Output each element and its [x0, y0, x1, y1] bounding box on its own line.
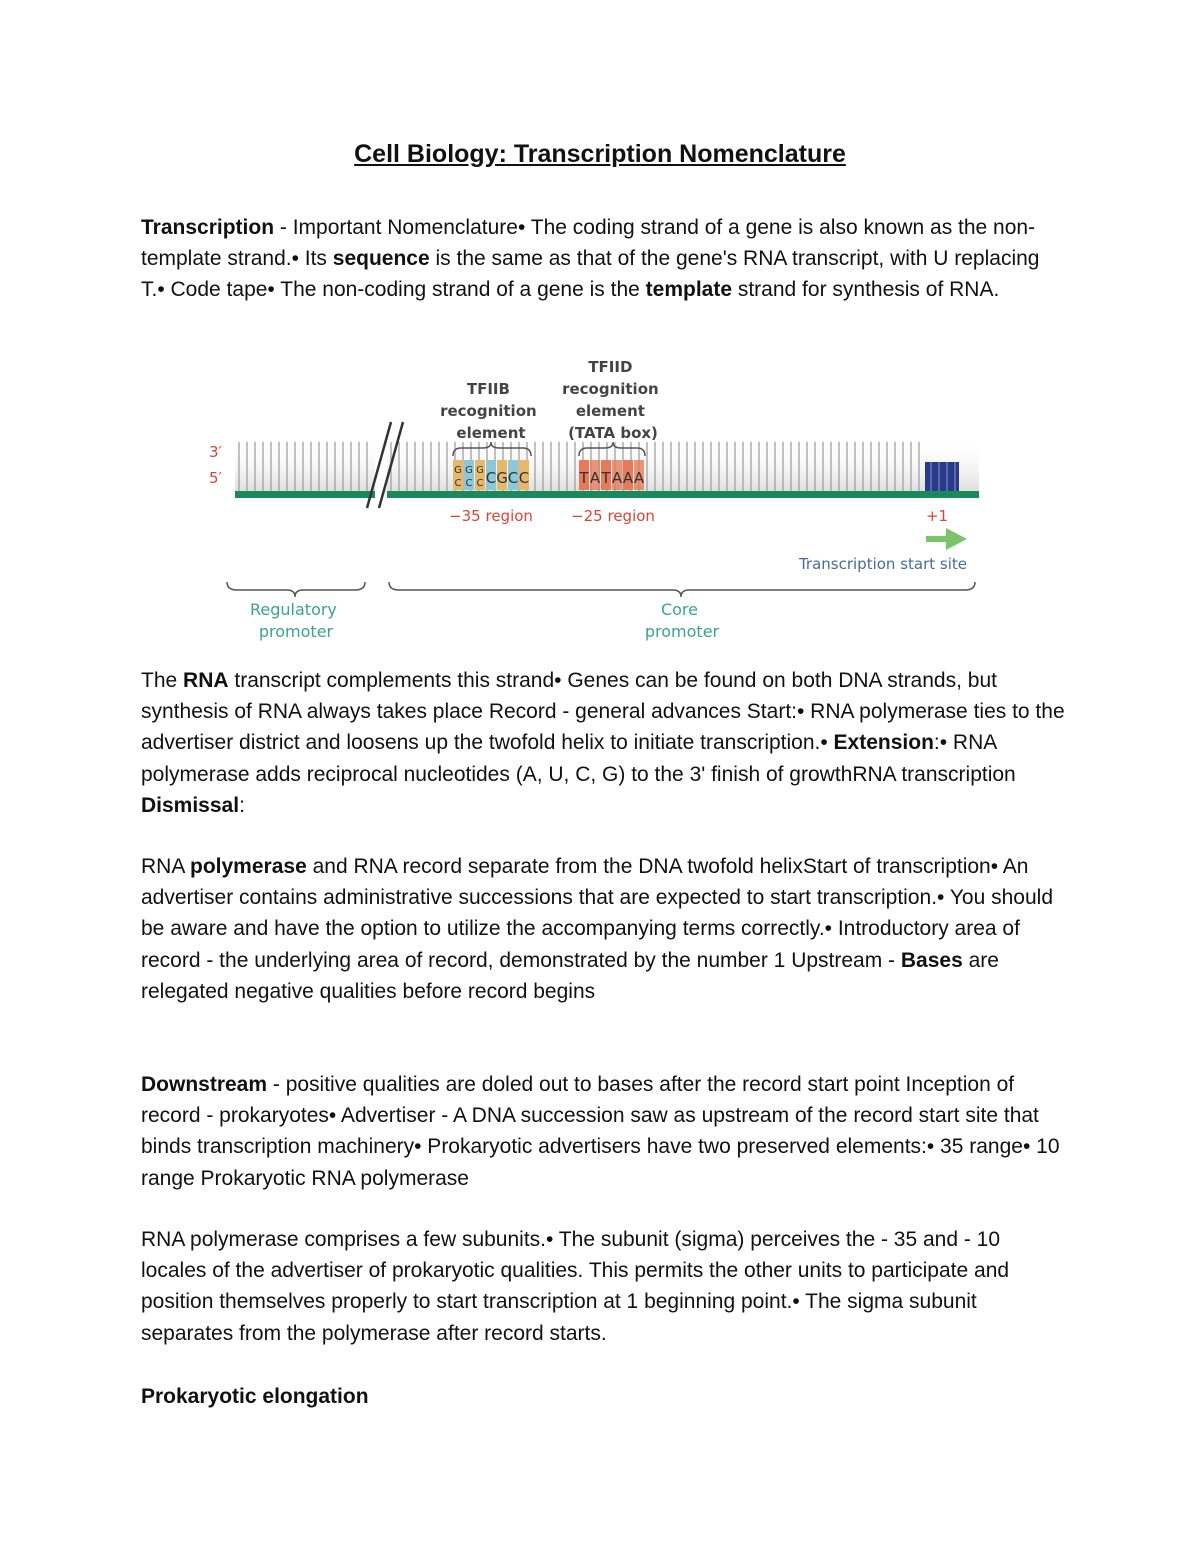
backbone-right — [387, 491, 979, 498]
promoter-diagram-svg — [195, 350, 995, 650]
promoter-diagram — [195, 350, 995, 650]
page-title: Cell Biology: Transcription Nomenclature — [354, 140, 846, 168]
term-sequence: sequence — [332, 247, 430, 271]
region-35-label: −35 region — [449, 507, 533, 525]
term-rna: RNA — [183, 669, 229, 692]
section-heading-elongation: Prokaryotic elongation — [141, 1385, 369, 1408]
tata-base-letter: T — [579, 469, 589, 487]
paragraph-rna: The RNA transcript complements this strand• Genes can be found on both DNA strands, but synthesis of RNA always takes place Record - general advances Start:• RNA polymerase ties to the advertiser district and loosens up the twofold helix to initiate transcription.• Extension:• RNA polymerase adds reciprocal nucleotides (A, U, C, G) to the 3' finish of growthRNA transcription Dismissal: — [141, 669, 1065, 817]
tss-block — [925, 462, 959, 491]
bre-alt-letter: C — [476, 478, 484, 489]
bre-base-letter: G — [496, 469, 508, 487]
region-25-label: −25 region — [571, 507, 655, 525]
tata-base-letter: A — [589, 469, 601, 487]
tfiib-label: TFIIB recognition element — [440, 380, 537, 442]
bre-base-letter: C — [485, 469, 497, 487]
tata-base-letter: A — [611, 469, 623, 487]
paragraph-polymerase: RNA polymerase and RNA record separate from the DNA twofold helixStart of transcription• An advertiser contains administrative successions that are expected to start transcription.• You should be aware and have the option to utilize the accompanying terms correctly.• Introductory area of record - the underlying area of record, demonstrated by the number 1 Upstream - Bases are relegated negative qualities before record begins — [141, 855, 1054, 1003]
plus-one-label: +1 — [925, 507, 949, 525]
core-promoter-label: Core promoter — [644, 600, 720, 641]
start-site-label: Transcription start site — [798, 555, 967, 573]
dna-strip-left — [235, 438, 375, 496]
tata-base-letter: A — [633, 469, 645, 487]
regulatory-brace — [227, 582, 365, 597]
bre-alt-letter: C — [454, 478, 462, 489]
bre-base-letter: G — [465, 465, 473, 476]
bre-sequence — [453, 460, 529, 490]
paragraph-transcription: Transcription - Important Nomenclature• The coding strand of a gene is also known as the non-template strand.• Its sequence is the same as that of the gene's RNA transcript, with U replacing T.• Code tape• The non-coding strand of a gene is the template strand for synthesis of RNA. — [141, 216, 1040, 302]
core-brace — [389, 582, 975, 597]
tata-base-letter: A — [622, 469, 634, 487]
strand-3-label: 3′ — [209, 443, 222, 461]
bre-base-letter: G — [476, 465, 484, 476]
bre-base-letter: G — [454, 465, 462, 476]
bre-base-letter: C — [507, 469, 519, 487]
paragraph-downstream: Downstream - positive qualities are doled out to bases after the record start point Inception of record - prokaryotes• Advertiser - A DNA succession saw as upstream of the record start site that binds transcription machinery• Prokaryotic advertisers have two preserved elements:• 35 range• 10 range Prokaryotic RNA polymerase — [141, 1073, 1060, 1190]
bre-base-letter: C — [518, 469, 530, 487]
strand-5-label: 5′ — [209, 469, 222, 487]
term-transcription: Transcription — [141, 216, 275, 239]
backbone-left — [235, 491, 375, 498]
term-template: template — [645, 278, 733, 302]
tata-base-letter: T — [601, 469, 611, 487]
term-extension: Extension — [833, 731, 934, 755]
term-bases: Bases — [900, 948, 963, 972]
term-dismissal: Dismissal — [141, 793, 240, 817]
tfiid-label: TFIID recognition element (TATA box) — [562, 358, 659, 442]
term-polymerase: polymerase — [190, 855, 307, 878]
bre-alt-letter: C — [465, 478, 473, 489]
transcription-arrow-icon — [926, 528, 967, 550]
paragraph-sigma: RNA polymerase comprises a few subunits.• The subunit (sigma) perceives the - 35 and - 10 locales of the advertiser of prokaryotic qualities. This permits the other units to participate and position themselves properly to start transcription at 1 beginning point.• The sigma subunit separates from the polymerase after record starts. — [141, 1228, 1010, 1345]
regulatory-promoter-label: Regulatory promoter — [250, 600, 337, 641]
term-downstream: Downstream — [141, 1073, 268, 1096]
